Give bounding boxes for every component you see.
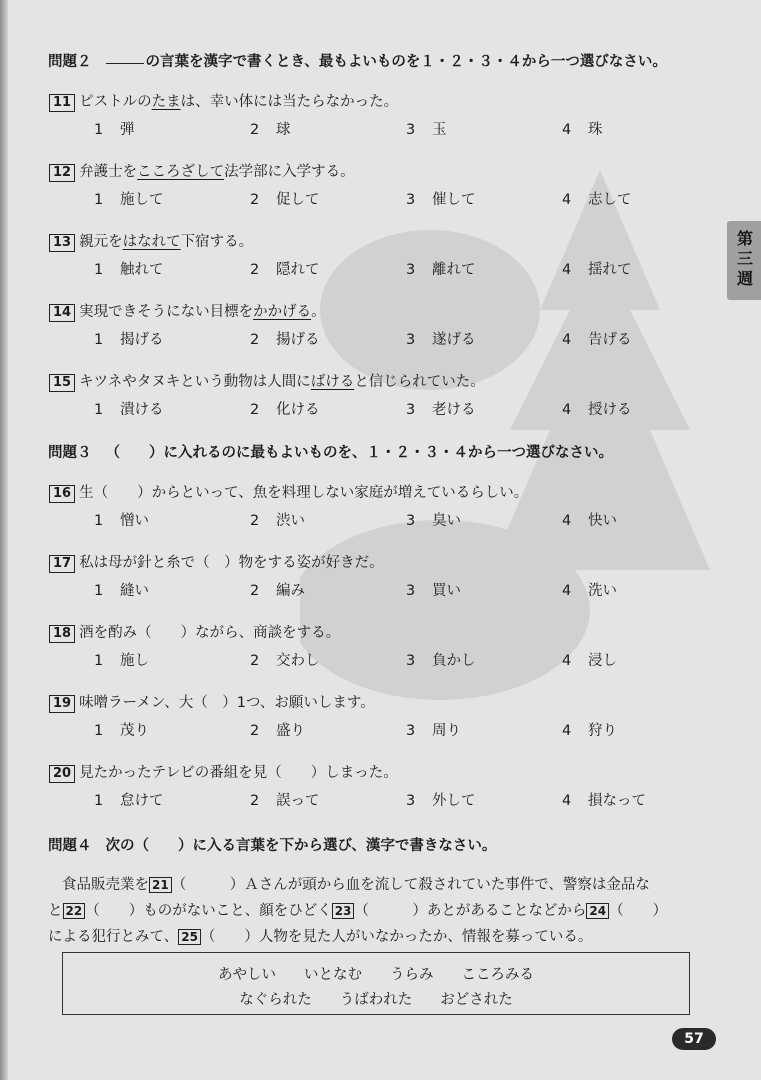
question-text: ピストルの [79, 94, 152, 110]
option-number: 4 [562, 653, 572, 669]
option-number: 1 [94, 332, 104, 348]
option-number: 3 [406, 723, 416, 739]
answer-option[interactable] [562, 258, 632, 279]
option-text: 臭い [432, 513, 461, 529]
question-text: は、幸い体には当たらなかった。 [180, 94, 399, 110]
question-number: 14 [49, 304, 75, 322]
question-number: 12 [49, 164, 75, 182]
option-number: 1 [94, 723, 104, 739]
answer-option[interactable] [562, 579, 617, 600]
option-number: 1 [94, 513, 104, 529]
answer-option[interactable] [250, 328, 320, 349]
underlined-word: たま [151, 94, 181, 110]
passage-line-3 [48, 925, 592, 946]
option-text: 編み [276, 583, 305, 599]
option-text: 告げる [588, 332, 632, 348]
passage-text: （ ）ものがないこと、顔をひどく [85, 903, 332, 919]
answer-option[interactable] [250, 188, 320, 209]
question-text: 酒を酌み（ ）ながら、商談をする。 [79, 625, 341, 641]
option-text: 揚げる [276, 332, 320, 348]
question-text: キツネやタヌキという動物は人間に [79, 374, 311, 390]
word-choice[interactable]: うらみ [390, 967, 434, 983]
answer-option[interactable] [562, 789, 646, 810]
passage-text: （ ）Ａさんが頭から血を流して殺されていた事件で、警察は金品な [171, 877, 650, 893]
question-text: 味噌ラーメン、大（ ）1つ、お願いします。 [79, 695, 375, 711]
answer-option[interactable] [406, 579, 461, 600]
word-choice[interactable]: おどされた [440, 992, 513, 1008]
underline-blank [106, 63, 144, 64]
answer-option[interactable] [406, 398, 476, 419]
blank-number-24[interactable]: 24 [586, 903, 609, 919]
question-16 [49, 481, 528, 503]
question-number: 15 [49, 374, 75, 392]
underlined-word: はなれて [122, 234, 181, 250]
option-number: 4 [562, 513, 572, 529]
passage-text: （ ） [609, 903, 668, 919]
question-text: 生（ ）からといって、魚を料理しない家庭が増えているらしい。 [79, 485, 529, 501]
answer-option[interactable] [406, 118, 447, 139]
question-17 [49, 551, 384, 573]
question-text: 私は母が針と糸で（ ）物をする姿が好きだ。 [79, 555, 384, 571]
question-number: 17 [49, 555, 75, 573]
week-tab[interactable] [727, 221, 761, 300]
underlined-word: こころざして [137, 164, 225, 180]
question-20 [49, 761, 398, 783]
question-19 [49, 691, 375, 713]
option-number: 3 [406, 262, 416, 278]
option-number: 3 [406, 192, 416, 208]
answer-option[interactable] [94, 649, 149, 670]
question-text: 親元を [79, 234, 123, 250]
option-number: 4 [562, 192, 572, 208]
passage-line-2 [48, 899, 667, 920]
option-text: 憎い [120, 513, 149, 529]
question-number: 11 [49, 94, 75, 112]
answer-option[interactable] [94, 719, 149, 740]
word-choice-box [62, 952, 690, 1015]
option-number: 3 [406, 793, 416, 809]
answer-option[interactable] [94, 258, 164, 279]
blank-number-21[interactable]: 21 [149, 877, 172, 893]
option-text: 施して [120, 192, 164, 208]
blank-number-23[interactable]: 23 [332, 903, 355, 919]
answer-option[interactable] [250, 719, 305, 740]
problem2-instruction: の言葉を漢字で書くとき、最もよいものを１・２・３・４から一つ選びなさい。 [145, 54, 667, 70]
problem3-instruction: （ ）に入れるのに最もよいものを、１・２・３・４から一つ選びなさい。 [105, 445, 613, 461]
passage-text: と [48, 903, 63, 919]
option-number: 2 [250, 653, 260, 669]
option-number: 1 [94, 192, 104, 208]
answer-option[interactable] [562, 188, 632, 209]
option-number: 2 [250, 513, 260, 529]
option-text: 誤って [276, 793, 320, 809]
blank-number-22[interactable]: 22 [63, 903, 86, 919]
option-text: 授ける [588, 402, 632, 418]
option-number: 4 [562, 402, 572, 418]
question-text: と信じられていた。 [354, 374, 485, 390]
answer-option[interactable] [250, 789, 320, 810]
option-text: 隠れて [276, 262, 320, 278]
option-number: 4 [562, 793, 572, 809]
passage-text: （ ）あとがあることなどから [354, 903, 587, 919]
answer-option[interactable] [562, 719, 617, 740]
option-number: 2 [250, 332, 260, 348]
passage-line-1 [62, 873, 650, 894]
answer-option[interactable] [406, 258, 476, 279]
underlined-word: ばける [310, 374, 355, 390]
option-number: 1 [94, 122, 104, 138]
option-number: 1 [94, 402, 104, 418]
option-number: 2 [250, 262, 260, 278]
option-text: 茂り [120, 723, 149, 739]
answer-option[interactable] [562, 328, 632, 349]
question-12 [49, 160, 355, 182]
answer-option[interactable] [406, 649, 476, 670]
option-text: 揭げる [120, 332, 164, 348]
option-text: 買い [432, 583, 461, 599]
option-number: 4 [562, 262, 572, 278]
option-text: 狩り [588, 723, 617, 739]
option-number: 4 [562, 332, 572, 348]
answer-option[interactable] [94, 188, 164, 209]
option-text: 志して [588, 192, 632, 208]
answer-option[interactable] [94, 579, 149, 600]
passage-text: （ ）人物を見た人がいなかったか、情報を募っている。 [200, 929, 593, 945]
answer-option[interactable] [406, 188, 476, 209]
answer-option[interactable] [406, 509, 461, 530]
option-text: 浸し [588, 653, 617, 669]
option-text: 潰ける [120, 402, 164, 418]
word-choice[interactable]: なぐられた [239, 992, 312, 1008]
option-number: 1 [94, 793, 104, 809]
answer-option[interactable] [562, 398, 632, 419]
question-number: 19 [49, 695, 75, 713]
problem3-number: 問題３ [48, 445, 92, 461]
question-number: 18 [49, 625, 75, 643]
question-text: 弁護士を [79, 164, 138, 180]
option-text: 球 [276, 122, 291, 138]
question-14 [49, 300, 326, 322]
question-11 [49, 90, 398, 112]
option-number: 3 [406, 513, 416, 529]
problem2-number: 問題２ [48, 54, 92, 70]
answer-option[interactable] [94, 398, 164, 419]
question-text: 実現できそうにない目標を [79, 304, 254, 320]
option-text: 施し [120, 653, 149, 669]
answer-option[interactable] [94, 328, 164, 349]
answer-option[interactable] [94, 118, 135, 139]
option-number: 2 [250, 723, 260, 739]
option-text: 珠 [588, 122, 603, 138]
option-number: 3 [406, 122, 416, 138]
answer-option[interactable] [94, 509, 149, 530]
question-text: 見たかったテレビの番組を見（ ）しまった。 [79, 765, 398, 781]
question-13 [49, 230, 253, 252]
week-tab-label: 第三週 [736, 229, 753, 288]
question-15 [49, 370, 485, 392]
option-number: 2 [250, 402, 260, 418]
passage-text: 食品販売業を [62, 877, 149, 893]
option-text: 交わし [276, 653, 320, 669]
option-text: 揺れて [588, 262, 632, 278]
option-text: 洗い [588, 583, 617, 599]
option-number: 4 [562, 723, 572, 739]
option-text: 外して [432, 793, 476, 809]
answer-option[interactable] [406, 789, 476, 810]
word-row-2 [63, 988, 689, 1009]
option-text: 周り [432, 723, 461, 739]
option-text: 損なって [588, 793, 646, 809]
option-text: 渋い [276, 513, 305, 529]
option-text: 快い [588, 513, 617, 529]
word-choice[interactable]: あやしい [218, 967, 276, 983]
answer-option[interactable] [250, 649, 320, 670]
option-number: 1 [94, 583, 104, 599]
problem4-instruction: 次の（ ）に入る言葉を下から選び、漢字で書きなさい。 [105, 838, 497, 854]
page-number: 57 [672, 1028, 716, 1050]
option-number: 2 [250, 583, 260, 599]
question-text: 。 [311, 304, 326, 320]
question-number: 13 [49, 234, 75, 252]
option-text: 触れて [120, 262, 164, 278]
option-text: 玉 [432, 122, 447, 138]
option-text: 促して [276, 192, 320, 208]
underlined-word: かかげる [253, 304, 312, 320]
answer-option[interactable] [250, 398, 320, 419]
answer-option[interactable] [250, 258, 320, 279]
option-number: 3 [406, 332, 416, 348]
word-choice[interactable]: うばわれた [339, 992, 413, 1008]
problem2-heading [48, 50, 667, 71]
question-text: 下宿する。 [180, 234, 254, 250]
option-number: 4 [562, 122, 572, 138]
option-text: 化ける [276, 402, 320, 418]
option-number: 3 [406, 583, 416, 599]
passage-text: による犯行とみて、 [48, 929, 179, 945]
option-text: 弾 [120, 122, 135, 138]
option-number: 2 [250, 192, 260, 208]
word-choice[interactable]: こころみる [461, 967, 534, 983]
word-row-1 [63, 963, 689, 984]
option-number: 1 [94, 262, 104, 278]
option-text: 怠けて [120, 793, 164, 809]
answer-option[interactable] [562, 649, 617, 670]
word-choice[interactable]: いとなむ [304, 967, 362, 983]
answer-option[interactable] [406, 719, 461, 740]
option-number: 1 [94, 653, 104, 669]
question-number: 20 [49, 765, 75, 783]
option-number: 3 [406, 402, 416, 418]
answer-option[interactable] [250, 579, 305, 600]
answer-option[interactable] [94, 789, 164, 810]
problem3-heading [48, 441, 613, 462]
option-text: 縫い [120, 583, 149, 599]
problem4-heading [48, 834, 496, 855]
answer-option[interactable] [250, 118, 291, 139]
option-number: 4 [562, 583, 572, 599]
option-number: 2 [250, 793, 260, 809]
question-18 [49, 621, 340, 643]
option-text: 離れて [432, 262, 476, 278]
option-number: 3 [406, 653, 416, 669]
question-number: 16 [49, 485, 75, 503]
option-text: 負かし [432, 653, 476, 669]
option-text: 遂げる [432, 332, 476, 348]
option-text: 老ける [432, 402, 476, 418]
answer-option[interactable] [250, 509, 305, 530]
answer-option[interactable] [406, 328, 476, 349]
question-text: 法学部に入学する。 [224, 164, 355, 180]
option-text: 催して [432, 192, 476, 208]
option-number: 2 [250, 122, 260, 138]
answer-option[interactable] [562, 118, 603, 139]
blank-number-25[interactable]: 25 [178, 929, 201, 945]
answer-option[interactable] [562, 509, 617, 530]
problem4-number: 問題４ [48, 838, 92, 854]
option-text: 盛り [276, 723, 305, 739]
